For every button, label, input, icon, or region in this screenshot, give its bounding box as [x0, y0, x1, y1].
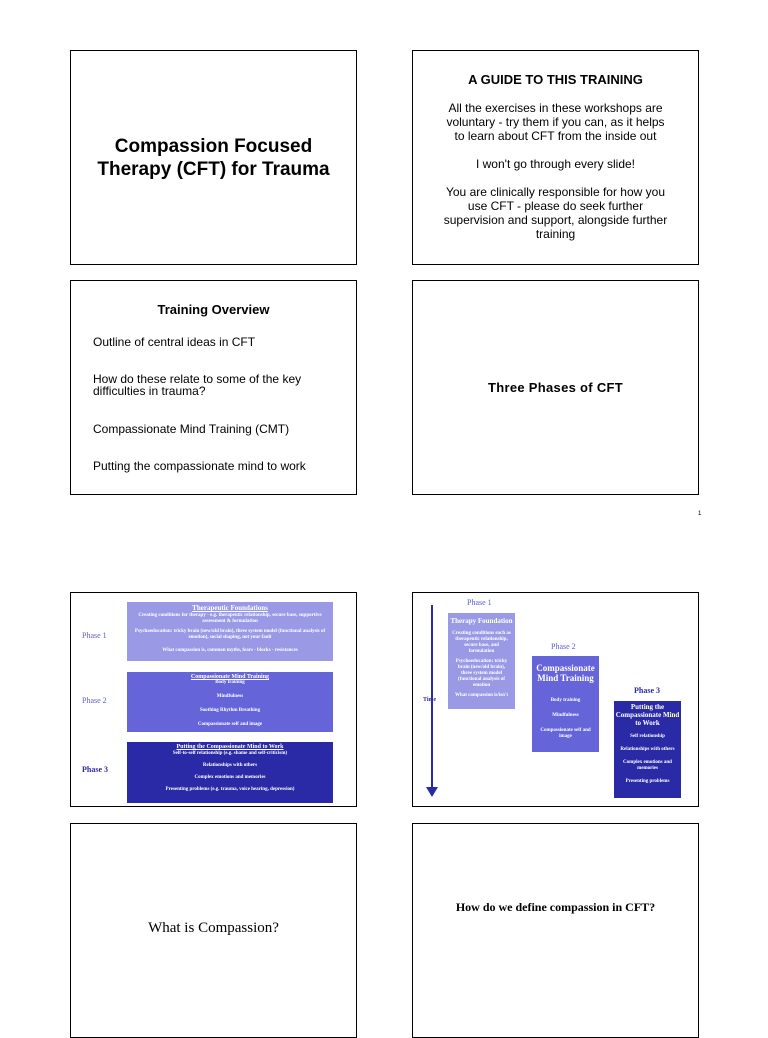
phase-item: Soothing Rhythm Breathing	[199, 708, 261, 713]
phase-item: Self-to-self relationship (e.g. shame and self-criticism)	[172, 751, 288, 756]
phase-item: Compassionate self and image	[197, 722, 263, 727]
phase-box-1	[448, 613, 515, 709]
phase-item: Presenting problems	[625, 779, 670, 784]
phase-item: Body training	[550, 698, 581, 703]
phase-box-2	[532, 656, 599, 752]
page-number: 1	[698, 511, 702, 517]
phase-item: Presenting problems (e.g. trauma, voice hearing, depression)	[165, 787, 295, 792]
slide-1	[70, 50, 357, 265]
slide-2-paragraph: You are clinically responsible for how you use CFT - please do seek further supervision and support, alongside further training	[443, 185, 668, 241]
time-arrow	[422, 603, 442, 803]
slide-2-paragraph: I won't go through every slide!	[475, 157, 636, 171]
slide-5	[70, 592, 357, 807]
phase-label: Phase 2	[82, 696, 107, 705]
phase-item: Creating conditions for therapy - e.g. therapeutic relationship, secure base, supportive assessment & formulation	[138, 613, 322, 624]
phase-item: Self relationship	[630, 734, 665, 739]
phase-item: Complex emotions and memories	[194, 775, 266, 780]
phase-item: Mindfulness	[552, 713, 579, 718]
phase-item: Relationships with others	[620, 747, 675, 752]
phase-item: Psychoeducation: tricky brain (new/old brain), three system model (functional analysis of emotion	[455, 659, 508, 688]
slide-8-title: How do we define compassion in CFT?	[455, 900, 656, 914]
phase-box-2	[127, 672, 333, 732]
slide-4-title: Three Phases of CFT	[487, 380, 623, 395]
phase-item: Psychoeducation: tricky brain (new/old brain), three system model (functional analysis of emotion), social shaping, not your fault	[134, 629, 326, 640]
slide-4	[412, 280, 699, 495]
slide-7-title: What is Compassion?	[148, 919, 279, 936]
phase-box-1	[127, 602, 333, 661]
slide-6	[412, 592, 699, 807]
slide-2	[412, 50, 699, 265]
phase-item: Body training	[215, 680, 245, 685]
phase-item: Mindfulness	[216, 694, 244, 699]
slide-3-item: How do these relate to some of the key difficulties in trauma?	[93, 372, 302, 398]
time-label: Time	[423, 697, 437, 703]
phase-item: Creating conditions such as therapeutic relationship, secure base, and formulation	[452, 631, 511, 654]
phase-box-3	[614, 701, 681, 798]
slide-3	[70, 280, 357, 495]
phase-item: What compassion is/isn't	[454, 693, 509, 698]
phase-label: Phase 3	[634, 686, 660, 695]
phase-title: Therapy Foundation	[450, 617, 513, 625]
slide-8	[412, 823, 699, 1038]
phase-box-3	[127, 742, 333, 803]
phase-title: Putting the Compassionate Mind to Work	[615, 703, 680, 727]
slide-2-paragraph: All the exercises in these workshops are voluntary - try them if you can, as it helps to learn about CFT from the inside out	[446, 101, 665, 143]
phase-title: Therapeutic Foundations	[192, 604, 268, 612]
phase-title: Putting the Compassionate Mind to Work	[176, 744, 284, 750]
slide-3-item: Compassionate Mind Training (CMT)	[93, 422, 290, 436]
slide-3-item: Outline of central ideas in CFT	[93, 335, 256, 349]
phase-label: Phase 3	[82, 765, 108, 774]
phase-item: Complex emotions and memories	[623, 760, 672, 771]
phase-title: Compassionate Mind Training	[190, 674, 270, 680]
phase-label: Phase 1	[82, 631, 107, 640]
slide-7	[70, 823, 357, 1038]
slide-2-heading: A GUIDE TO THIS TRAINING	[468, 72, 643, 87]
phase-item: Compassionate self and image	[540, 728, 591, 739]
phase-title: Compassionate Mind Training	[536, 663, 595, 683]
slide-3-heading: Training Overview	[157, 302, 270, 317]
slide-3-item: Putting the compassionate mind to work	[93, 459, 306, 473]
slide-1-title: Compassion Focused Therapy (CFT) for Trauma	[97, 135, 330, 180]
phase-item: What compassion is, common myths, fears - blocks - resistances	[162, 648, 298, 653]
phase-label: Phase 1	[467, 598, 492, 607]
phase-item: Relationships with others	[202, 763, 258, 768]
phase-label: Phase 2	[551, 642, 576, 651]
